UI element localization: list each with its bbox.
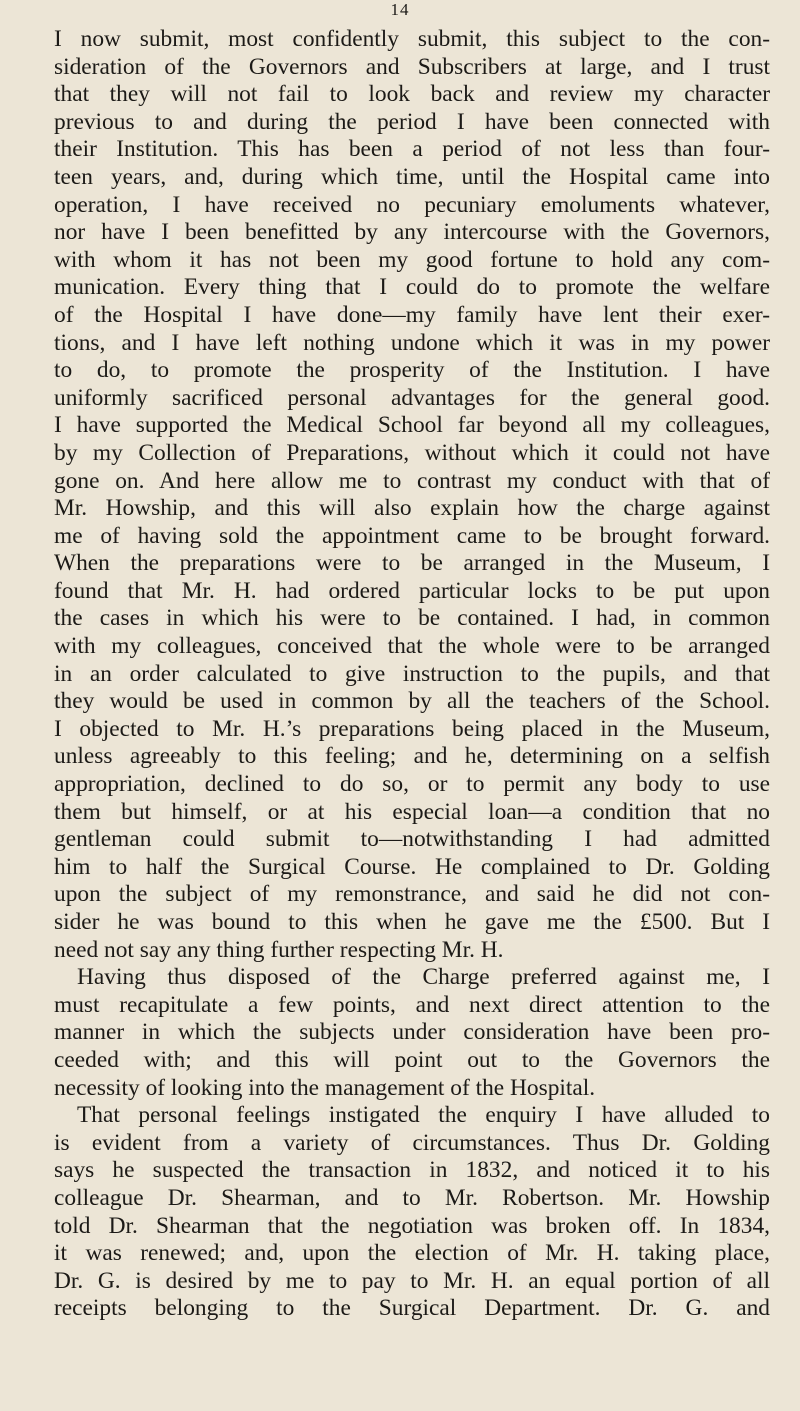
text-line: need not say any thing further respecting Mr. H. xyxy=(54,936,504,963)
text-line: tions, and I have left nothing undone which it was in my power xyxy=(54,329,770,356)
text-line: says he suspected the transaction in 1832, and noticed it to his xyxy=(54,1157,770,1184)
text-line: must recapitulate a few points, and next direct attention to the xyxy=(54,991,770,1018)
text-line: told Dr. Shearman that the negotiation was broken off. In 1834, xyxy=(54,1212,770,1239)
text-line: them but himself, or at his especial loan—a condition that no xyxy=(54,798,770,825)
text-line: teen years, and, during which time, until the Hospital came into xyxy=(54,163,770,190)
text-line: munication. Every thing that I could do to promote the welfare xyxy=(54,274,770,301)
text-line: Mr. Howship, and this will also explain how the charge against xyxy=(54,495,770,522)
text-line: previous to and during the period I have been connected with xyxy=(54,108,770,135)
text-line: to do, to promote the prosperity of the Institution. I have xyxy=(54,357,770,384)
text-line: Dr. G. is desired by me to pay to Mr. H. an equal portion of all xyxy=(54,1267,770,1294)
text-line: their Institution. This has been a period of not less than four- xyxy=(54,136,770,163)
text-line: of the Hospital I have done—my family have lent their exer- xyxy=(54,301,770,328)
text-line: nor have I been benefitted by any intercourse with the Governors, xyxy=(54,219,770,246)
text-line: manner in which the subjects under consideration have been pro- xyxy=(54,1019,770,1046)
text-line: I objected to Mr. H.’s preparations being placed in the Museum, xyxy=(54,715,770,742)
text-line: him to half the Surgical Course. He complained to Dr. Golding xyxy=(54,853,770,880)
text-line: in an order calculated to give instruction to the pupils, and that xyxy=(54,660,770,687)
text-line: Having thus disposed of the Charge preferred against me, I xyxy=(77,964,770,991)
text-line: with my colleagues, conceived that the whole were to be arranged xyxy=(54,633,770,660)
text-line: colleague Dr. Shearman, and to Mr. Robertson. Mr. Howship xyxy=(54,1184,770,1211)
text-line: sideration of the Governors and Subscribers at large, and I trust xyxy=(54,53,770,80)
paragraph-2 xyxy=(54,964,770,1102)
paragraph-1 xyxy=(54,26,770,964)
text-line: found that Mr. H. had ordered particular locks to be put upon xyxy=(54,577,770,604)
text-line: That personal feelings instigated the enquiry I have alluded to xyxy=(77,1102,770,1129)
text-line: appropriation, declined to do so, or to permit any body to use xyxy=(54,771,770,798)
text-line: operation, I have received no pecuniary emoluments whatever, xyxy=(54,191,770,218)
text-line: ceeded with; and this will point out to the Governors the xyxy=(54,1046,770,1073)
text-line: gentleman could submit to—notwithstanding I had admitted xyxy=(54,826,770,853)
text-line: sider he was bound to this when he gave me the £500. But I xyxy=(54,909,770,935)
text-line: uniformly sacrificed personal advantages for the general good. xyxy=(54,384,770,411)
text-line: is evident from a variety of circumstances. Thus Dr. Golding xyxy=(54,1129,770,1156)
text-line: it was renewed; and, upon the election of Mr. H. taking place, xyxy=(54,1240,770,1267)
text-line: unless agreeably to this feeling; and he, determining on a selfish xyxy=(54,743,770,770)
text-line: they would be used in common by all the teachers of the School. xyxy=(54,688,770,715)
paragraph-3 xyxy=(54,1102,770,1323)
text-line: necessity of looking into the management of the Hospital. xyxy=(54,1074,596,1101)
body-text xyxy=(54,26,770,1323)
text-line: gone on. And here allow me to contrast my conduct with that of xyxy=(54,467,770,494)
text-line: me of having sold the appointment came to be brought forward. xyxy=(54,522,770,549)
text-line: receipts belonging to the Surgical Department. Dr. G. and xyxy=(54,1295,770,1322)
text-line: by my Collection of Preparations, without which it could not have xyxy=(54,439,770,466)
text-line: upon the subject of my remonstrance, and said he did not con- xyxy=(54,881,770,908)
text-line: I have supported the Medical School far beyond all my colleagues, xyxy=(54,412,770,439)
page-number: 14 xyxy=(390,0,410,19)
text-line: that they will not fail to look back and review my character xyxy=(54,81,770,108)
text-line: with whom it has not been my good fortune to hold any com- xyxy=(54,246,770,273)
text-line: I now submit, most confidently submit, this subject to the con- xyxy=(54,26,770,52)
text-line: the cases in which his were to be contained. I had, in common xyxy=(54,605,770,632)
text-line: When the preparations were to be arranged in the Museum, I xyxy=(54,550,770,577)
